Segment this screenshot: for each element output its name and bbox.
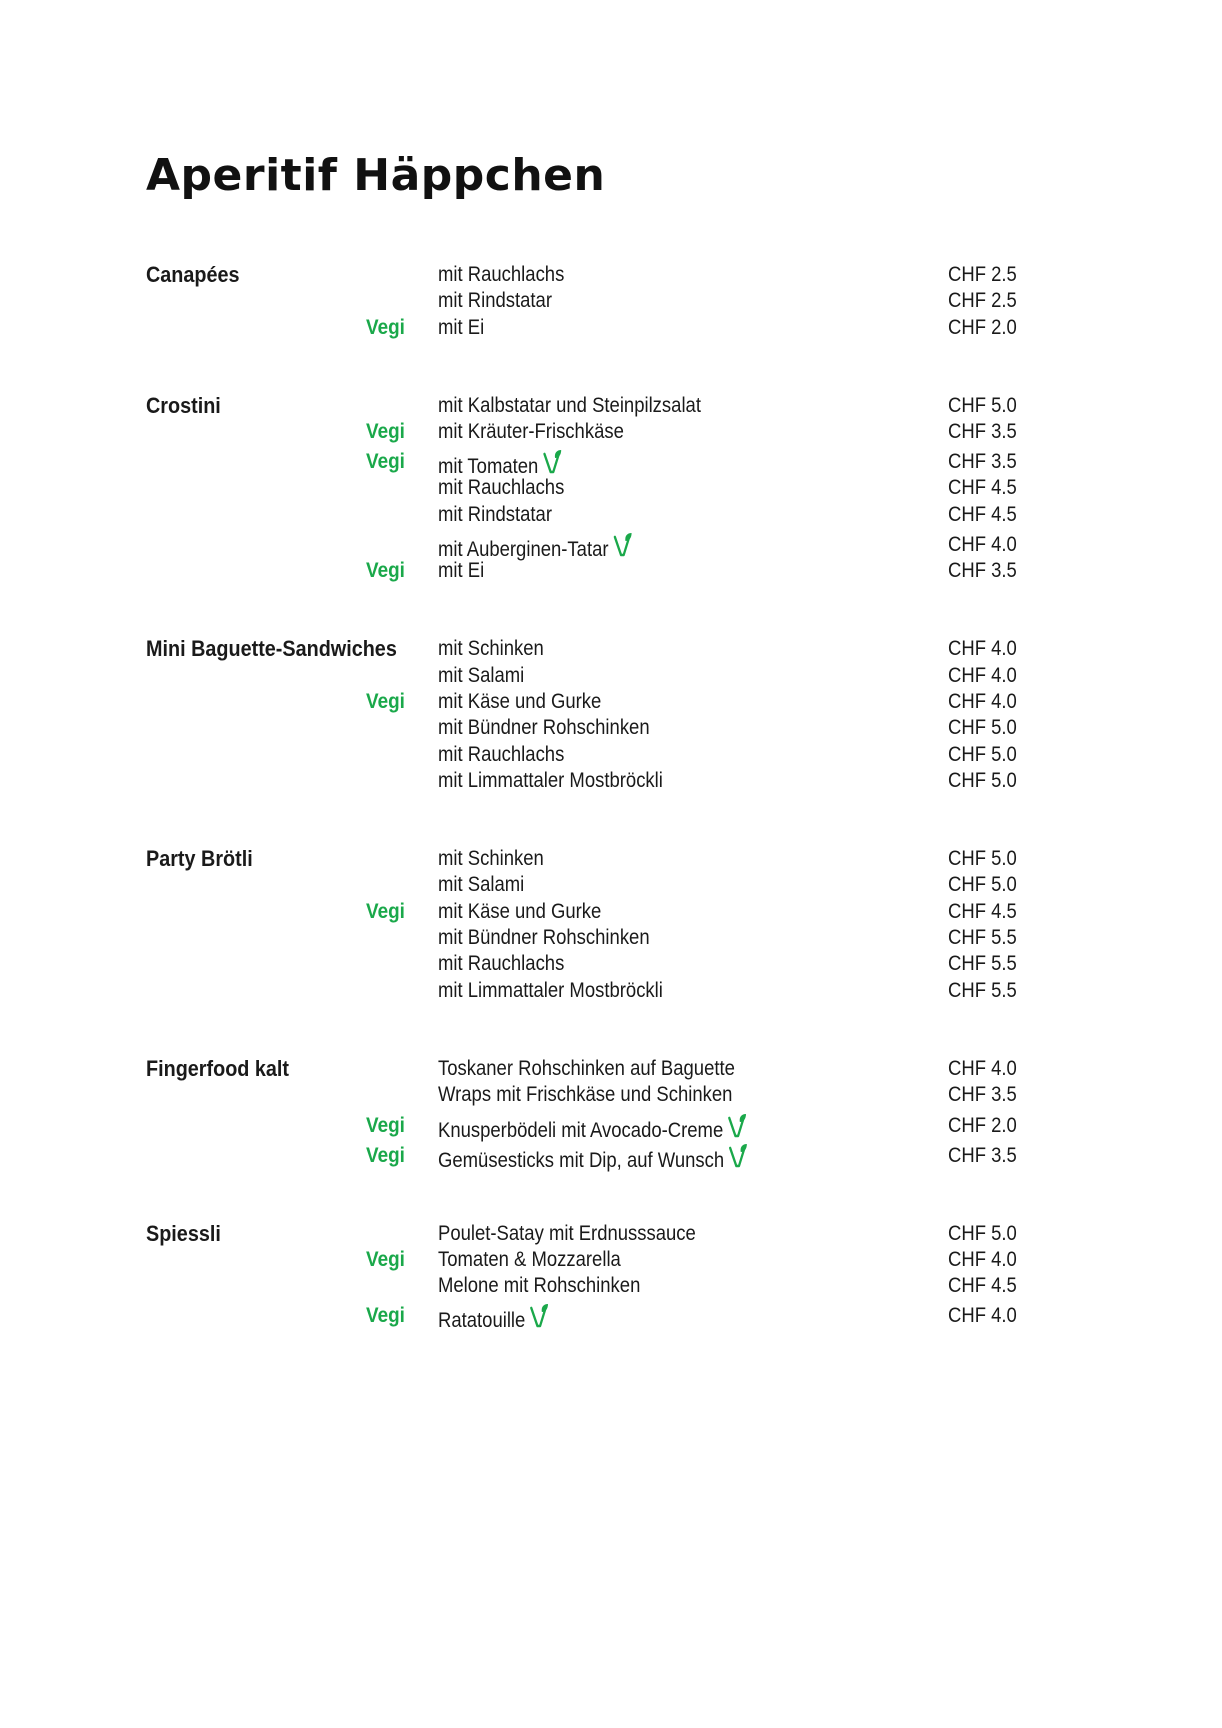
- item-price: CHF 4.0: [948, 689, 1017, 713]
- item-description: [438, 288, 552, 314]
- menu-item: [0, 475, 1222, 501]
- item-price: CHF 3.5: [948, 1083, 1017, 1107]
- item-price: CHF 5.5: [948, 978, 1017, 1002]
- item-price: CHF 4.0: [948, 1247, 1017, 1271]
- item-price: CHF 5.5: [948, 926, 1017, 950]
- section-title: Fingerfood kalt: [146, 1055, 290, 1081]
- item-description-text: mit Schinken: [438, 847, 544, 871]
- menu-item: [0, 1109, 1222, 1142]
- item-description: [438, 475, 564, 501]
- item-price: CHF 5.0: [948, 768, 1017, 792]
- item-price: CHF 3.5: [948, 420, 1017, 444]
- item-description-text: Melone mit Rohschinken: [438, 1274, 641, 1298]
- menu-item: [0, 558, 1222, 584]
- item-price: CHF 4.5: [948, 899, 1017, 923]
- menu-item: [0, 925, 1222, 951]
- item-price: CHF 2.5: [948, 263, 1017, 286]
- menu-item: [0, 1056, 1222, 1082]
- vegan-leaf-icon: [728, 1113, 747, 1139]
- menu-item: [0, 419, 1222, 445]
- item-price: CHF 5.5: [948, 952, 1017, 976]
- vegan-leaf-icon: [613, 532, 632, 558]
- vegi-badge: Vegi: [366, 1304, 405, 1328]
- item-description-text: mit Rauchlachs: [438, 952, 565, 976]
- item-description-text: mit Ei: [438, 315, 485, 339]
- section-title: Spiessli: [146, 1220, 221, 1246]
- item-description-text: mit Rauchlachs: [438, 742, 565, 766]
- item-description: [438, 1082, 732, 1108]
- item-description: [438, 846, 544, 872]
- menu-list: [0, 262, 1222, 1381]
- item-description-text: mit Limmattaler Mostbröckli: [438, 768, 663, 792]
- item-description-text: mit Limmattaler Mostbröckli: [438, 978, 663, 1002]
- item-description: [438, 768, 663, 794]
- item-description: [438, 978, 663, 1004]
- item-description: [438, 742, 564, 768]
- menu-item: [0, 288, 1222, 314]
- vegi-badge: Vegi: [366, 450, 405, 474]
- menu-item: [0, 742, 1222, 768]
- vegi-badge: Vegi: [366, 559, 405, 583]
- menu-section: [0, 636, 1222, 794]
- section-title: Mini Baguette-Sandwiches: [146, 636, 397, 662]
- item-price: CHF 5.0: [948, 393, 1017, 417]
- item-description-text: mit Tomaten: [438, 455, 539, 479]
- item-description: [438, 689, 601, 715]
- item-price: CHF 5.0: [948, 716, 1017, 740]
- section-title: Canapées: [146, 262, 240, 287]
- item-description-text: mit Käse und Gurke: [438, 899, 602, 923]
- item-description: [438, 419, 624, 445]
- item-price: CHF 4.0: [948, 533, 1017, 557]
- menu-item: [0, 528, 1222, 562]
- item-price: CHF 4.5: [948, 476, 1017, 500]
- item-price: CHF 3.5: [948, 559, 1017, 583]
- item-description-text: mit Rindstatar: [438, 289, 553, 313]
- item-price: CHF 2.0: [948, 315, 1017, 339]
- vegi-badge: Vegi: [366, 1113, 405, 1137]
- item-price: CHF 5.0: [948, 1221, 1017, 1245]
- item-price: CHF 4.0: [948, 637, 1017, 661]
- menu-item: [0, 1221, 1222, 1247]
- item-price: CHF 2.0: [948, 1113, 1017, 1137]
- item-description: [438, 663, 524, 689]
- page-title: Aperitif Häppchen: [146, 150, 606, 201]
- menu-item: [0, 1247, 1222, 1273]
- menu-item: [0, 315, 1222, 341]
- item-description-text: mit Bündner Rohschinken: [438, 716, 650, 740]
- item-price: CHF 4.0: [948, 1304, 1017, 1328]
- menu-item: [0, 689, 1222, 715]
- menu-item: [0, 393, 1222, 419]
- item-description-text: mit Rauchlachs: [438, 476, 565, 500]
- item-price: CHF 4.0: [948, 663, 1017, 687]
- item-description-text: mit Salami: [438, 663, 525, 687]
- menu-item: [0, 978, 1222, 1004]
- item-description: [438, 1221, 696, 1247]
- item-description-text: mit Salami: [438, 873, 525, 897]
- item-description-text: mit Auberginen-Tatar: [438, 538, 609, 562]
- menu-section: [0, 393, 1222, 584]
- item-description-text: mit Kalbstatar und Steinpilzsalat: [438, 393, 701, 417]
- item-description: [438, 1303, 549, 1334]
- menu-item: [0, 1082, 1222, 1108]
- item-description: [438, 899, 601, 925]
- section-title: Party Brötli: [146, 846, 253, 872]
- item-description-text: mit Bündner Rohschinken: [438, 926, 650, 950]
- item-description: [438, 636, 544, 662]
- vegan-leaf-icon: [530, 1303, 549, 1329]
- menu-item: [0, 846, 1222, 872]
- item-description: [438, 315, 484, 341]
- menu-item: [0, 636, 1222, 662]
- item-description-text: mit Rauchlachs: [438, 263, 565, 286]
- item-price: CHF 4.5: [948, 1274, 1017, 1298]
- vegi-badge: Vegi: [366, 420, 405, 444]
- menu-item: [0, 951, 1222, 977]
- vegi-badge: Vegi: [366, 1143, 405, 1167]
- section-title: Crostini: [146, 392, 221, 418]
- item-description-text: Poulet-Satay mit Erdnusssauce: [438, 1221, 696, 1245]
- item-price: CHF 5.0: [948, 742, 1017, 766]
- item-description-text: mit Kräuter-Frischkäse: [438, 420, 624, 444]
- item-description: [438, 1273, 640, 1299]
- vegi-badge: Vegi: [366, 315, 405, 339]
- item-price: CHF 4.0: [948, 1056, 1017, 1080]
- item-price: CHF 2.5: [948, 289, 1017, 313]
- item-price: CHF 3.5: [948, 1143, 1017, 1167]
- item-description: [438, 925, 650, 951]
- item-description-text: Wraps mit Frischkäse und Schinken: [438, 1083, 733, 1107]
- vegi-badge: Vegi: [366, 899, 405, 923]
- menu-item: [0, 445, 1222, 479]
- item-description-text: Ratatouille: [438, 1309, 526, 1333]
- item-description-text: mit Ei: [438, 559, 485, 583]
- item-price: CHF 5.0: [948, 847, 1017, 871]
- vegi-badge: Vegi: [366, 689, 405, 713]
- item-description-text: Tomaten & Mozzarella: [438, 1247, 621, 1271]
- item-description: [438, 262, 564, 288]
- menu-item: [0, 1273, 1222, 1299]
- item-description-text: mit Käse und Gurke: [438, 689, 602, 713]
- item-price: CHF 3.5: [948, 450, 1017, 474]
- item-description: [438, 1247, 621, 1273]
- item-description: [438, 872, 524, 898]
- menu-section: [0, 1055, 1222, 1172]
- item-description: [438, 951, 564, 977]
- item-description: [438, 558, 484, 584]
- item-description: [438, 715, 650, 741]
- menu-item: [0, 1299, 1222, 1333]
- menu-section: [0, 262, 1222, 341]
- menu-item: [0, 262, 1222, 288]
- item-description-text: mit Schinken: [438, 637, 544, 661]
- menu-item: [0, 872, 1222, 898]
- item-description-text: Knusperbödeli mit Avocado-Creme: [438, 1118, 724, 1142]
- item-description: [438, 393, 701, 419]
- item-description-text: mit Rindstatar: [438, 502, 553, 526]
- menu-item: [0, 768, 1222, 794]
- menu-item: [0, 663, 1222, 689]
- vegan-leaf-icon: [729, 1143, 748, 1169]
- vegan-leaf-icon: [543, 449, 562, 475]
- menu-section: [0, 1220, 1222, 1333]
- menu-item: [0, 715, 1222, 741]
- item-description: [438, 502, 552, 528]
- item-description-text: Toskaner Rohschinken auf Baguette: [438, 1056, 735, 1080]
- vegi-badge: Vegi: [366, 1247, 405, 1271]
- item-description-text: Gemüsesticks mit Dip, auf Wunsch: [438, 1148, 725, 1172]
- item-description: [438, 1143, 748, 1174]
- item-description: [438, 1056, 735, 1082]
- menu-item: [0, 1139, 1222, 1172]
- item-price: CHF 4.5: [948, 502, 1017, 526]
- menu-item: [0, 502, 1222, 528]
- menu-item: [0, 899, 1222, 925]
- menu-section: [0, 846, 1222, 1004]
- item-price: CHF 5.0: [948, 873, 1017, 897]
